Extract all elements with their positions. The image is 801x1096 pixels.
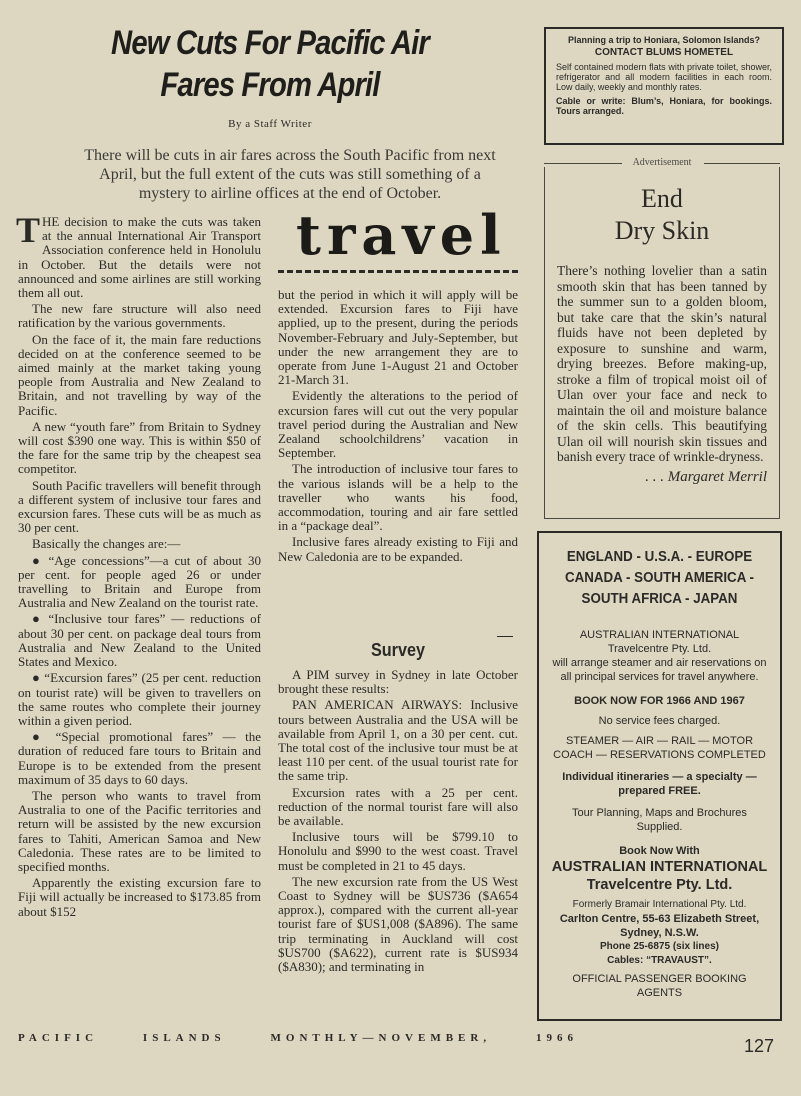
section-divider bbox=[278, 270, 518, 273]
page-footer bbox=[18, 1032, 578, 1044]
paragraph: ● “Inclusive tour fares” — reductions of about 30 per cent. on package deal tours from Australia and New Zealand to the United States and Mexico. bbox=[18, 611, 261, 670]
ad-hometel-body: Self contained modern flats with private toilet, shower, refrigerator and all modern facilities in each room. Low daily, weekly and monthly rates. bbox=[556, 62, 772, 92]
paragraph: The introduction of inclusive tour fares to the various islands will be a help to the traveller who wants his food, accommodation, touring and air fare settled in a “package deal”. bbox=[278, 461, 518, 534]
footer-word: ISLANDS bbox=[142, 1032, 226, 1044]
ad-hometel-contact: Cable or write: Blum’s, Honiara, for bookings. Tours arranged. bbox=[556, 96, 772, 116]
subhead-survey: Survey bbox=[370, 640, 426, 660]
paragraph: Excursion rates with a 25 per cent. reduction of the normal tourist fare will also be available. bbox=[278, 784, 518, 829]
article-column-2 bbox=[278, 288, 518, 566]
ad-ulan bbox=[544, 167, 780, 519]
paragraph: THE decision to make the cuts was taken at the annual International Air Transport Association conference held in Honolulu in October. But the details were not announced and some airlines are still working them all out. bbox=[16, 210, 261, 301]
ad-official: OFFICIAL PASSENGER BOOKING AGENTS bbox=[572, 973, 747, 999]
ad-company-name: AUSTRALIAN INTERNATIONAL bbox=[579, 629, 740, 641]
headline-line-2: Fares From April bbox=[160, 66, 380, 104]
ad-ulan-title-2: Dry Skin bbox=[614, 216, 710, 245]
footer-word: 1966 bbox=[536, 1032, 578, 1044]
ad-ulan-signature: . . . Margaret Merril bbox=[645, 468, 767, 485]
ad-destination-line: SOUTH AFRICA - JAPAN bbox=[581, 591, 738, 607]
subhead-rule bbox=[497, 636, 513, 637]
paragraph: but the period in which it will apply will be extended. Excursion fares to Fiji have applied, up to the present, during the periods November-February and July-September, but under the new arrangement they are to operate from June 1-August 21 and October 21-March 31. bbox=[278, 287, 518, 388]
ad-ulan-body: There’s nothing lovelier than a satin smooth skin that has been tanned by the summer sun to a golden bloom, but take care that the skin’s natural fluids have not been depleted by exposure to sunshine and warm, drying breezes. Before making-up, stroke a film of tropical moist oil of Ulan over your face and neck to maintain the oil and moisture balance of the skin cells. This beautifying Ulan oil will nourish skin tissues and banish every trace of wrinkle-dryness. bbox=[557, 263, 767, 464]
article-column-1 bbox=[16, 210, 261, 921]
paragraph: Inclusive tours will be $799.10 to Honolulu and $990 to the west coast. Travel must be completed in 21 to 45 days. bbox=[278, 829, 518, 873]
ad-planning: Tour Planning, Maps and Brochures Supplied. bbox=[572, 807, 747, 833]
paragraph: The new fare structure will also need ratification by the various governments. bbox=[18, 301, 261, 331]
ad-company-sub-2: Travelcentre Pty. Ltd. bbox=[586, 877, 733, 893]
ad-hometel-line2: CONTACT BLUMS HOMETEL bbox=[594, 47, 734, 58]
paragraph: The new excursion rate from the US West Coast to Sydney will be $US736 ($A654 approx.), compared with the current all-year tourist fare of $US1,008 ($A896). The same trip terminating in Auckland will cost $US700 ($A622), current rate is $US934 ($A830); and terminating in bbox=[278, 873, 518, 975]
standfirst: There will be cuts in air fares across the South Pacific from next April, but the full extent of the cuts was still something of a mystery to airline offices at the end of October. bbox=[84, 147, 496, 202]
paragraph: Inclusive fares already existing to Fiji and New Caledonia are to be expanded. bbox=[278, 534, 518, 564]
ad-itineraries: Individual itineraries — a specialty — prepared FREE. bbox=[562, 771, 757, 797]
ad-formerly: Formerly Bramair International Pty. Ltd. bbox=[572, 899, 747, 910]
paragraph: South Pacific travellers will benefit through a different system of inclusive tour fares and excursion fares. These cuts will be as much as 30 per cent. bbox=[18, 477, 261, 536]
ad-hometel bbox=[544, 27, 784, 145]
ad-company-sub: Travelcentre Pty. Ltd. bbox=[607, 643, 712, 655]
paragraph: ● “Special promotional fares” — the duration of reduced fare tours to Britain and Europe is to be extended from the present maximum of 35 days to 60 days. bbox=[18, 729, 261, 787]
ad-destination-line: CANADA - SOUTH AMERICA - bbox=[565, 570, 754, 586]
drop-cap: T bbox=[16, 210, 41, 250]
ad-book-now: BOOK NOW FOR 1966 AND 1967 bbox=[574, 695, 745, 707]
ad-destination-line: ENGLAND - U.S.A. - EUROPE bbox=[566, 549, 753, 565]
paragraph: A PIM survey in Sydney in late October brought these results: bbox=[278, 667, 518, 697]
paragraph: A new “youth fare” from Britain to Sydney will cost $390 one way. This is within $50 of the fare for the same trip by the cheapest sea competitor. bbox=[18, 418, 261, 477]
ad-company-name-2: AUSTRALIAN INTERNATIONAL bbox=[551, 859, 768, 875]
ad-no-fees: No service fees charged. bbox=[598, 715, 721, 727]
footer-word: MONTHLY—NOVEMBER, bbox=[270, 1032, 492, 1044]
page-number: 127 bbox=[744, 1036, 775, 1056]
ad-address: Carlton Centre, 55-63 Elizabeth Street, Sydney, N.S.W. bbox=[559, 913, 760, 939]
section-title-travel: travel bbox=[296, 203, 507, 267]
ad-hometel-line1: Planning a trip to Honiara, Solomon Islands? bbox=[567, 35, 760, 45]
ad-intro: will arrange steamer and air reservations on all principal services for travel anywhere. bbox=[552, 657, 767, 683]
headline-line-1: New Cuts For Pacific Air bbox=[111, 24, 429, 62]
advertisement-label: Advertisement bbox=[632, 157, 692, 168]
ad-travelcentre bbox=[537, 531, 782, 1021]
paragraph: Evidently the alterations to the period of excursion fares will cut out the very popular travel period during the Australian and New Zealand schoolchildrens’ vacation in September. bbox=[278, 388, 518, 461]
paragraph: ● “Excursion fares” (25 per cent. reduction on tourist rate) will be given to travellers on the same routes who complete their journey within a given period. bbox=[18, 670, 261, 728]
ad-book-with: Book Now With bbox=[619, 845, 700, 857]
paragraph: The person who wants to travel from Australia to one of the Pacific territories and return will be assisted by the new excursion fares to Tahiti, American Samoa and New Caledonia. These rates are to be limited to specified months. bbox=[18, 787, 261, 874]
article-headline bbox=[72, 22, 468, 106]
paragraph: On the face of it, the main fare reductions decided on at the conference seemed to be aimed mainly at the market taking young people from Australia and New Zealand to Britain, and not travelling by way of the Pacific. bbox=[18, 331, 261, 418]
ad-ulan-title-1: End bbox=[641, 184, 683, 213]
ad-phone: Phone 25-6875 (six lines) bbox=[600, 941, 719, 952]
ad-cables: Cables: “TRAVAUST”. bbox=[607, 955, 712, 966]
footer-word: PACIFIC bbox=[18, 1032, 99, 1044]
ad-modes: STEAMER — AIR — RAIL — MOTOR COACH — RESERVATIONS COMPLETED bbox=[553, 735, 766, 761]
paragraph: PAN AMERICAN AIRWAYS: Inclusive tours between Australia and the USA will be available from April 1, on a 30 per cent. cut. The total cost of the inclusive tour must be at least 110 per cent. of the usual tourist rate for the same trip. bbox=[278, 697, 518, 784]
paragraph: Apparently the existing excursion fare to Fiji will actually be increased to $173.85 from about $152 bbox=[18, 875, 261, 919]
article-column-3 bbox=[278, 668, 518, 976]
paragraph: Basically the changes are:— bbox=[32, 536, 181, 552]
byline: By a Staff Writer bbox=[228, 118, 312, 130]
paragraph: ● “Age concessions”—a cut of about 30 per cent. for people aged 26 or under travelling to Britain and Europe from Australia and New Zealand on the tourist rate. bbox=[18, 552, 261, 611]
